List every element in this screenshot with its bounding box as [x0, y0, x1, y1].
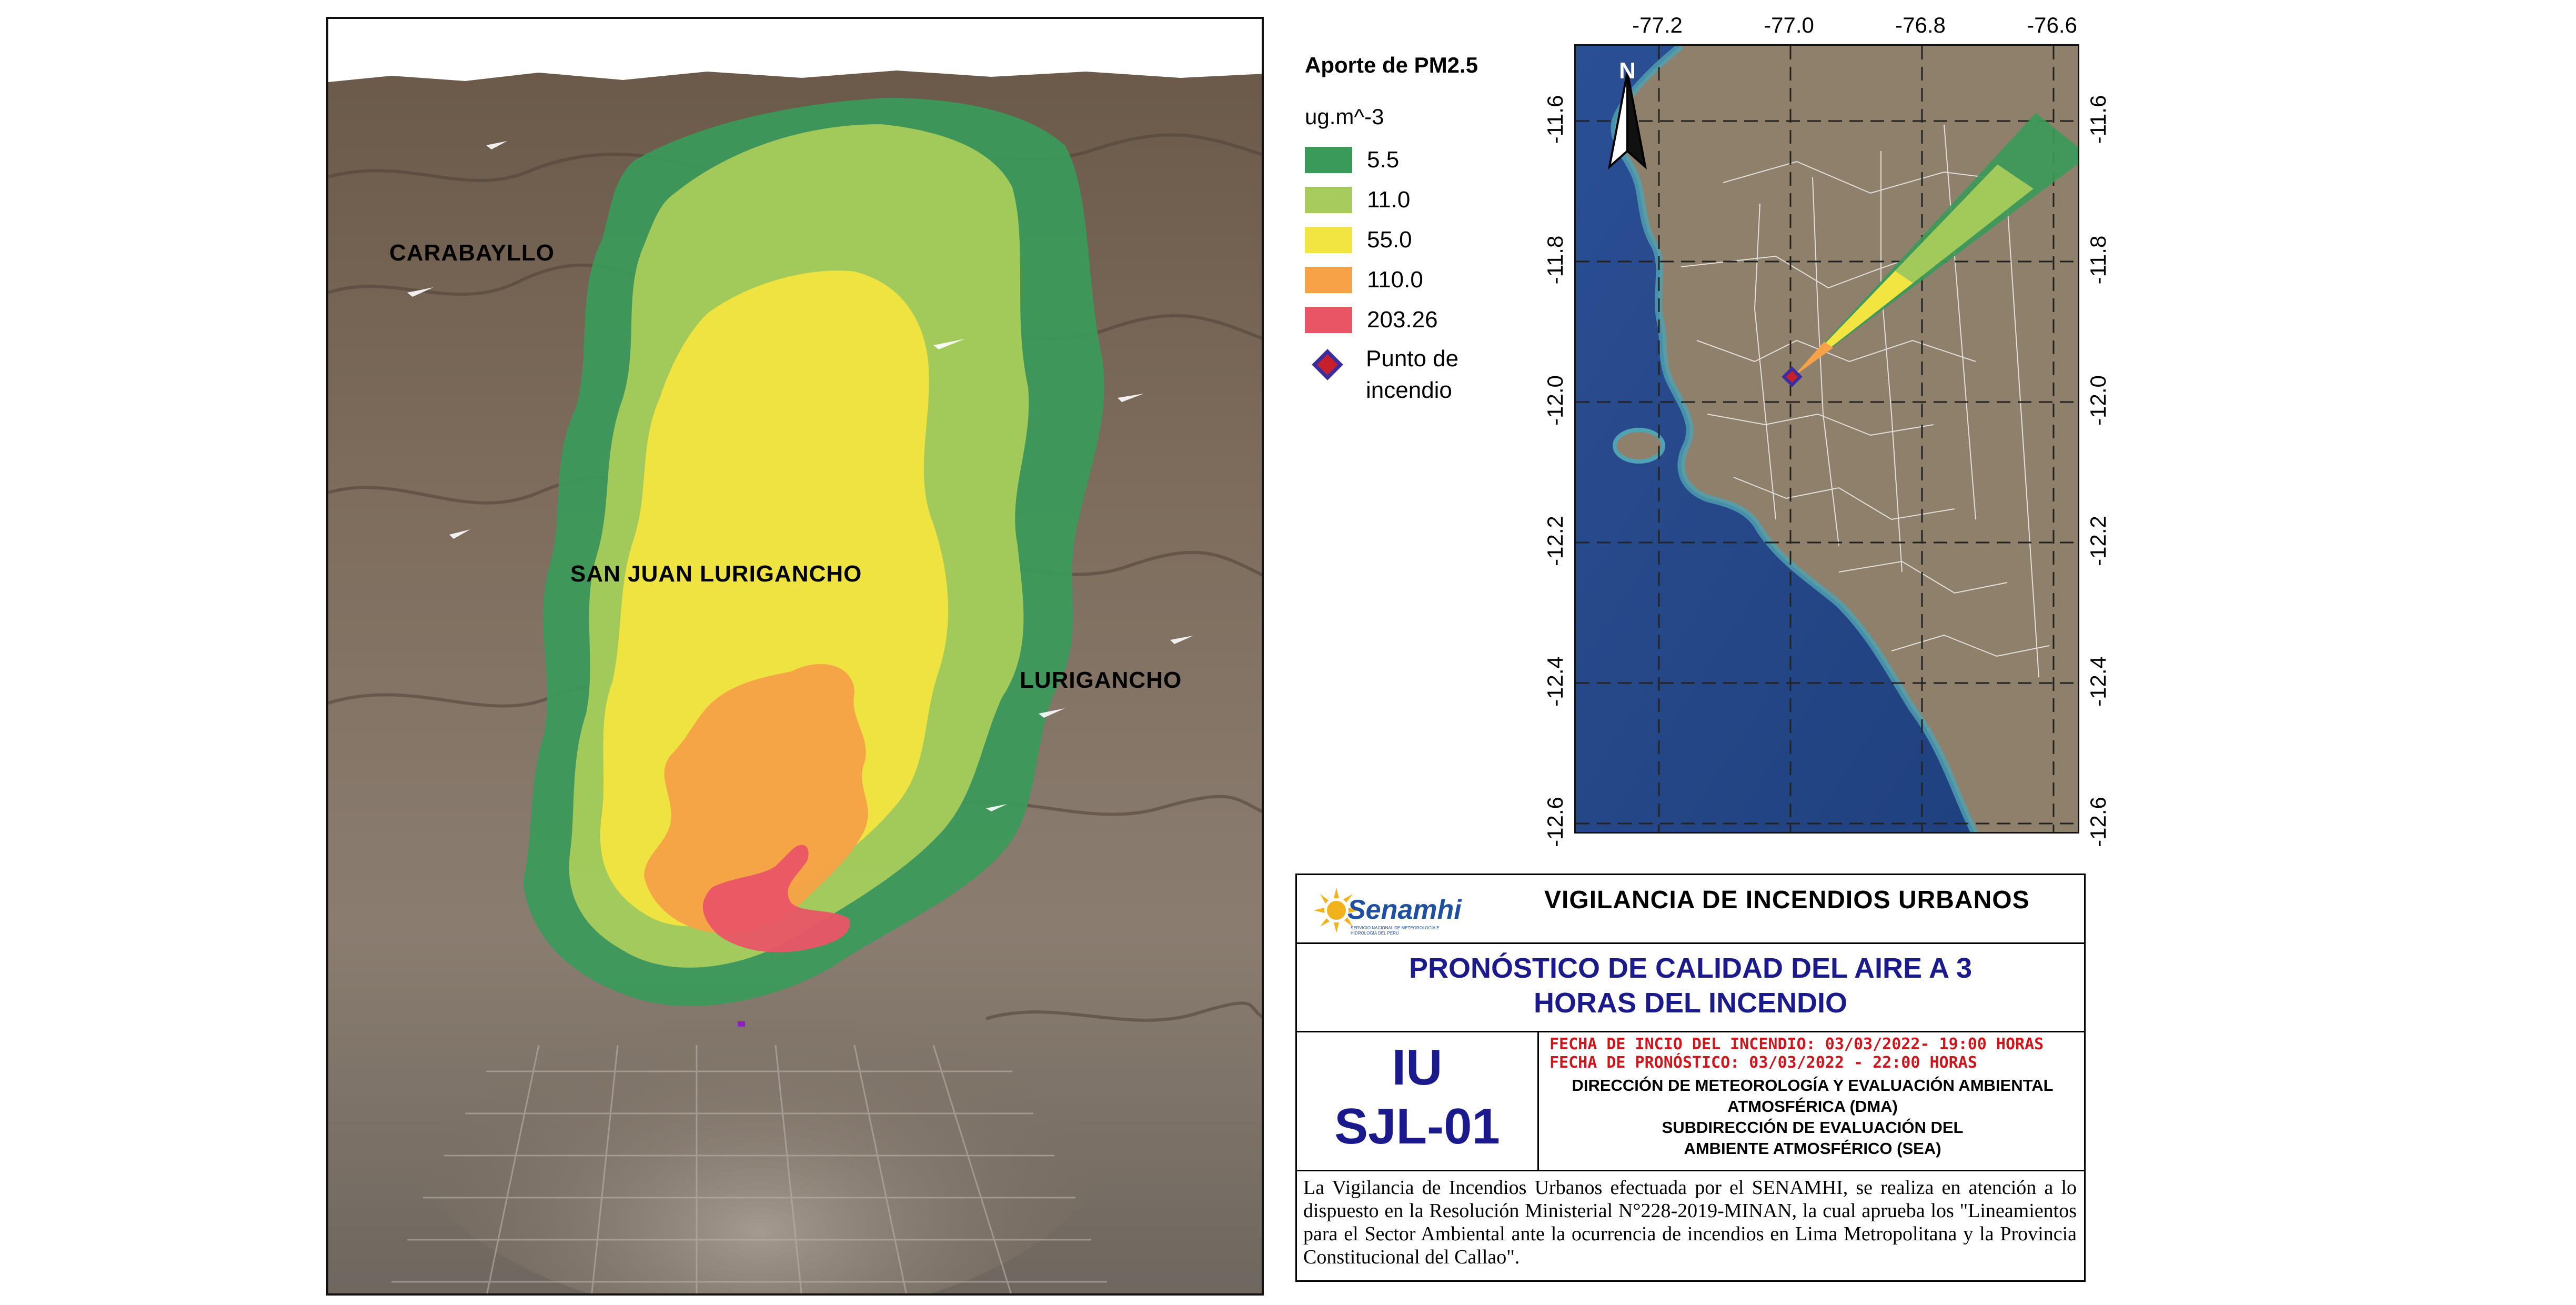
lat-tick-label-right: -12.2 — [2086, 516, 2110, 566]
legend-swatch — [1305, 267, 1352, 293]
legend-items — [1305, 140, 1526, 340]
lat-tick-label-right: -12.4 — [2086, 656, 2110, 707]
legend-title: Aporte de PM2.5 — [1305, 53, 1478, 77]
legend-label: 5.5 — [1367, 147, 1400, 173]
legend-swatch — [1305, 227, 1352, 253]
label-san-juan-lurigancho: SAN JUAN LURIGANCHO — [570, 561, 862, 587]
plume-map[interactable] — [326, 17, 1264, 1296]
lat-tick-label-left: -12.4 — [1543, 656, 1567, 707]
sea-line2: AMBIENTE ATMOSFÉRICO (SEA) — [1684, 1139, 1941, 1158]
legend-label: 55.0 — [1367, 227, 1412, 253]
plume-map-canvas — [328, 19, 1264, 1296]
legend-item — [1305, 300, 1526, 340]
fire-point-icon — [1312, 349, 1343, 380]
legend-label: 203.26 — [1367, 307, 1438, 333]
legend-unit: ug.m^-3 — [1305, 104, 1384, 129]
code-line2: SJL-01 — [1334, 1098, 1500, 1155]
dates-cell — [1544, 1035, 2081, 1159]
legend-item — [1305, 180, 1526, 220]
dma-line1: DIRECCIÓN DE METEOROLOGÍA Y EVALUACIÓN AMBIENTAL — [1572, 1076, 2054, 1095]
lat-tick-label-left: -11.8 — [1543, 235, 1567, 285]
legal-paragraph: La Vigilancia de Incendios Urbanos efectuada por el SENAMHI, se realiza en atención a lo dispuesto en la Resolución Ministerial N°228-2019-MINAN, la cual aprueba los "Lineamientos para el Sector Ambiental ante la ocurrencia de incendios en Lima Metropolitana y la Provincia Constitucional del Callao". — [1303, 1177, 2077, 1268]
legend-label: 11.0 — [1367, 187, 1411, 213]
lat-tick-label-left: -11.6 — [1543, 95, 1567, 144]
forecast-title-line1: PRONÓSTICO DE CALIDAD DEL AIRE A 3 — [1408, 952, 1973, 984]
lon-tick-label: -76.6 — [2027, 13, 2077, 37]
forecast-title — [1297, 951, 2084, 1020]
fire-point-marker[interactable] — [738, 1021, 745, 1027]
legend-fire-point — [1305, 343, 1526, 411]
lat-tick-label-left: -12.6 — [1543, 797, 1567, 847]
forecast-title-line2: HORAS DEL INCENDIO — [1533, 987, 1848, 1019]
legend — [1305, 53, 1526, 421]
label-carabayllo: CARABAYLLO — [389, 240, 555, 266]
lon-tick-label: -77.2 — [1632, 13, 1683, 37]
senamhi-logo — [1313, 885, 1471, 937]
legend-item — [1305, 220, 1526, 260]
legend-swatch — [1305, 187, 1352, 213]
north-label: N — [1619, 58, 1636, 84]
label-lurigancho: LURIGANCHO — [1020, 667, 1182, 693]
dma-line2: ATMOSFÉRICA (DMA) — [1727, 1097, 1898, 1116]
forecast-date: FECHA DE PRONÓSTICO: 03/03/2022 - 22:00 HORAS — [1549, 1053, 1977, 1072]
region-map[interactable] — [1574, 44, 2079, 834]
info-box — [1295, 874, 2086, 1282]
legend-label: 110.0 — [1367, 267, 1423, 293]
region-map-canvas — [1576, 46, 2079, 834]
lat-tick-label-left: -12.0 — [1543, 375, 1567, 426]
legend-item — [1305, 260, 1526, 300]
lat-tick-label-right: -11.6 — [2086, 95, 2110, 144]
lat-tick-label-right: -12.0 — [2086, 375, 2110, 426]
code-line1: IU — [1392, 1039, 1443, 1096]
legend-swatch — [1305, 307, 1352, 333]
code-cell — [1297, 1031, 1539, 1170]
lat-tick-label-right: -11.8 — [2086, 235, 2110, 285]
sea-line1: SUBDIRECCIÓN DE EVALUACIÓN DEL — [1662, 1118, 1964, 1137]
legend-item — [1305, 140, 1526, 180]
lon-tick-label: -76.8 — [1895, 13, 1946, 37]
lat-tick-label-right: -12.6 — [2086, 797, 2110, 847]
fire-point-label: Punto de incendio — [1366, 346, 1459, 403]
logo-subtext: SERVICIO NACIONAL DE METEOROLOGÍA E HIDROLOGÍA DEL PERÚ — [1351, 926, 1440, 936]
lat-tick-label-left: -12.2 — [1543, 516, 1567, 566]
lon-tick-label: -77.0 — [1764, 13, 1814, 37]
fire-start-date: FECHA DE INCIO DEL INCENDIO: 03/03/2022- 19:00 HORAS — [1549, 1035, 2044, 1053]
main-title: VIGILANCIA DE INCENDIOS URBANOS — [1544, 886, 2030, 914]
san-lorenzo-island — [1615, 430, 1663, 461]
logo-text: Senamhi — [1347, 895, 1462, 925]
legend-swatch — [1305, 147, 1352, 173]
